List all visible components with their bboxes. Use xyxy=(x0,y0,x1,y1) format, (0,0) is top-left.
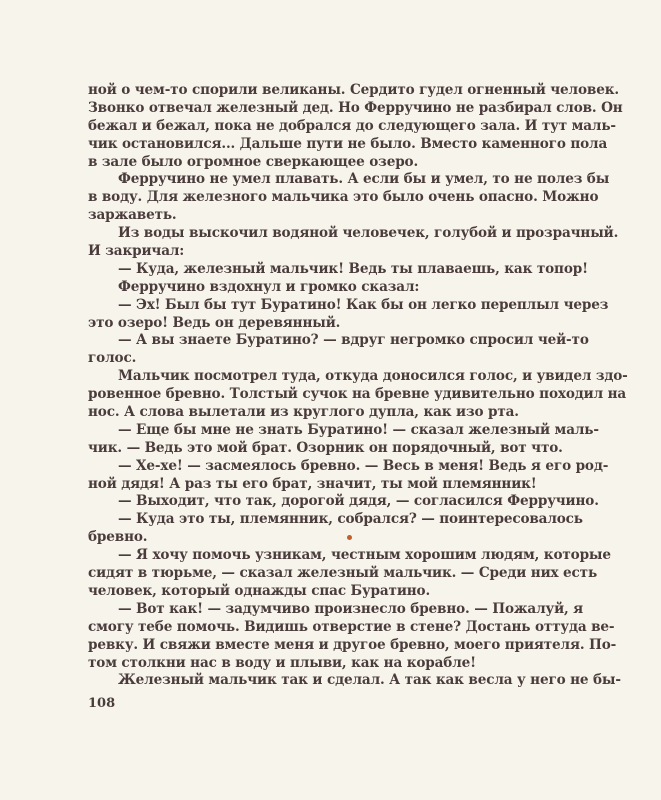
text-line: том столкни нас в воду и плыви, как на корабле! xyxy=(88,654,476,671)
text-line: — Еще бы мне не знать Буратино! — сказал железный маль- xyxy=(118,421,599,438)
text-line: — Эх! Был бы тут Буратино! Как бы он легко переплыл через xyxy=(118,296,609,313)
text-line: — Выходит, что так, дорогой дядя, — согласился Ферручино. xyxy=(118,493,599,510)
text-line: — Куда, железный мальчик! Ведь ты плаваешь, как топор! xyxy=(118,260,588,277)
text-line: Мальчик посмотрел туда, откуда доносился голос, и увидел здо- xyxy=(118,368,628,385)
text-line: нос. А слова вылетали из круглого дупла, как изо рта. xyxy=(88,404,519,421)
text-line: бежал и бежал, пока не добрался до следующего зала. И тут маль- xyxy=(88,117,616,134)
text-line: в воду. Для железного мальчика это было очень опасно. Можно xyxy=(88,189,599,206)
text-line: Ферручино вздохнул и громко сказал: xyxy=(118,278,420,295)
text-line: человек, который однажды спас Буратино. xyxy=(88,582,431,599)
page-number: 108 xyxy=(88,696,116,711)
text-line: ровенное бревно. Толстый сучок на бревне удивительно походил на xyxy=(88,386,627,403)
book-page-text xyxy=(88,82,628,690)
text-line: чик. — Ведь это мой брат. Озорник он порядочный, вот что. xyxy=(88,439,563,456)
text-line: это озеро! Ведь он деревянный. xyxy=(88,314,341,331)
ink-spot xyxy=(347,535,352,540)
text-line: в зале было огромное сверкающее озеро. xyxy=(88,153,419,170)
text-line: Из воды выскочил водяной человечек, голубой и прозрачный. xyxy=(118,225,619,242)
text-line: Звонко отвечал железный дед. Но Ферручино не разбирал слов. Он xyxy=(88,99,623,116)
text-line: — Куда это ты, племянник, собрался? — поинтересовалось xyxy=(118,511,583,528)
text-line: — Хе-хе! — засмеялось бревно. — Весь в меня! Ведь я его род- xyxy=(118,457,609,474)
text-line: Железный мальчик так и сделал. А так как весла у него не бы- xyxy=(118,672,621,689)
text-line: сидят в тюрьме, — сказал железный мальчик. — Среди них есть xyxy=(88,565,598,582)
text-line: — Вот как! — задумчиво произнесло бревно. — Пожалуй, я xyxy=(118,600,584,617)
text-line: ной дядя! А раз ты его брат, значит, ты мой племянник! xyxy=(88,475,537,492)
text-line: ревку. И свяжи вместе меня и другое бревно, моего приятеля. По- xyxy=(88,636,617,653)
text-line: заржаветь. xyxy=(88,207,177,224)
text-line: — Я хочу помочь узникам, честным хорошим людям, которые xyxy=(118,547,611,564)
text-line: — А вы знаете Буратино? — вдруг негромко спросил чей-то xyxy=(118,332,589,349)
text-line: смогу тебе помочь. Видишь отверстие в стене? Достань оттуда ве- xyxy=(88,618,615,635)
text-line: ной о чем-то спорили великаны. Сердито гудел огненный человек. xyxy=(88,82,619,98)
text-line: чик остановился... Дальше пути не было. Вместо каменного пола xyxy=(88,135,608,152)
text-line: И закричал: xyxy=(88,243,185,260)
text-line: Ферручино не умел плавать. А если бы и умел, то не полез бы xyxy=(118,171,610,188)
text-line: голос. xyxy=(88,350,137,367)
text-line: бревно. xyxy=(88,529,148,546)
